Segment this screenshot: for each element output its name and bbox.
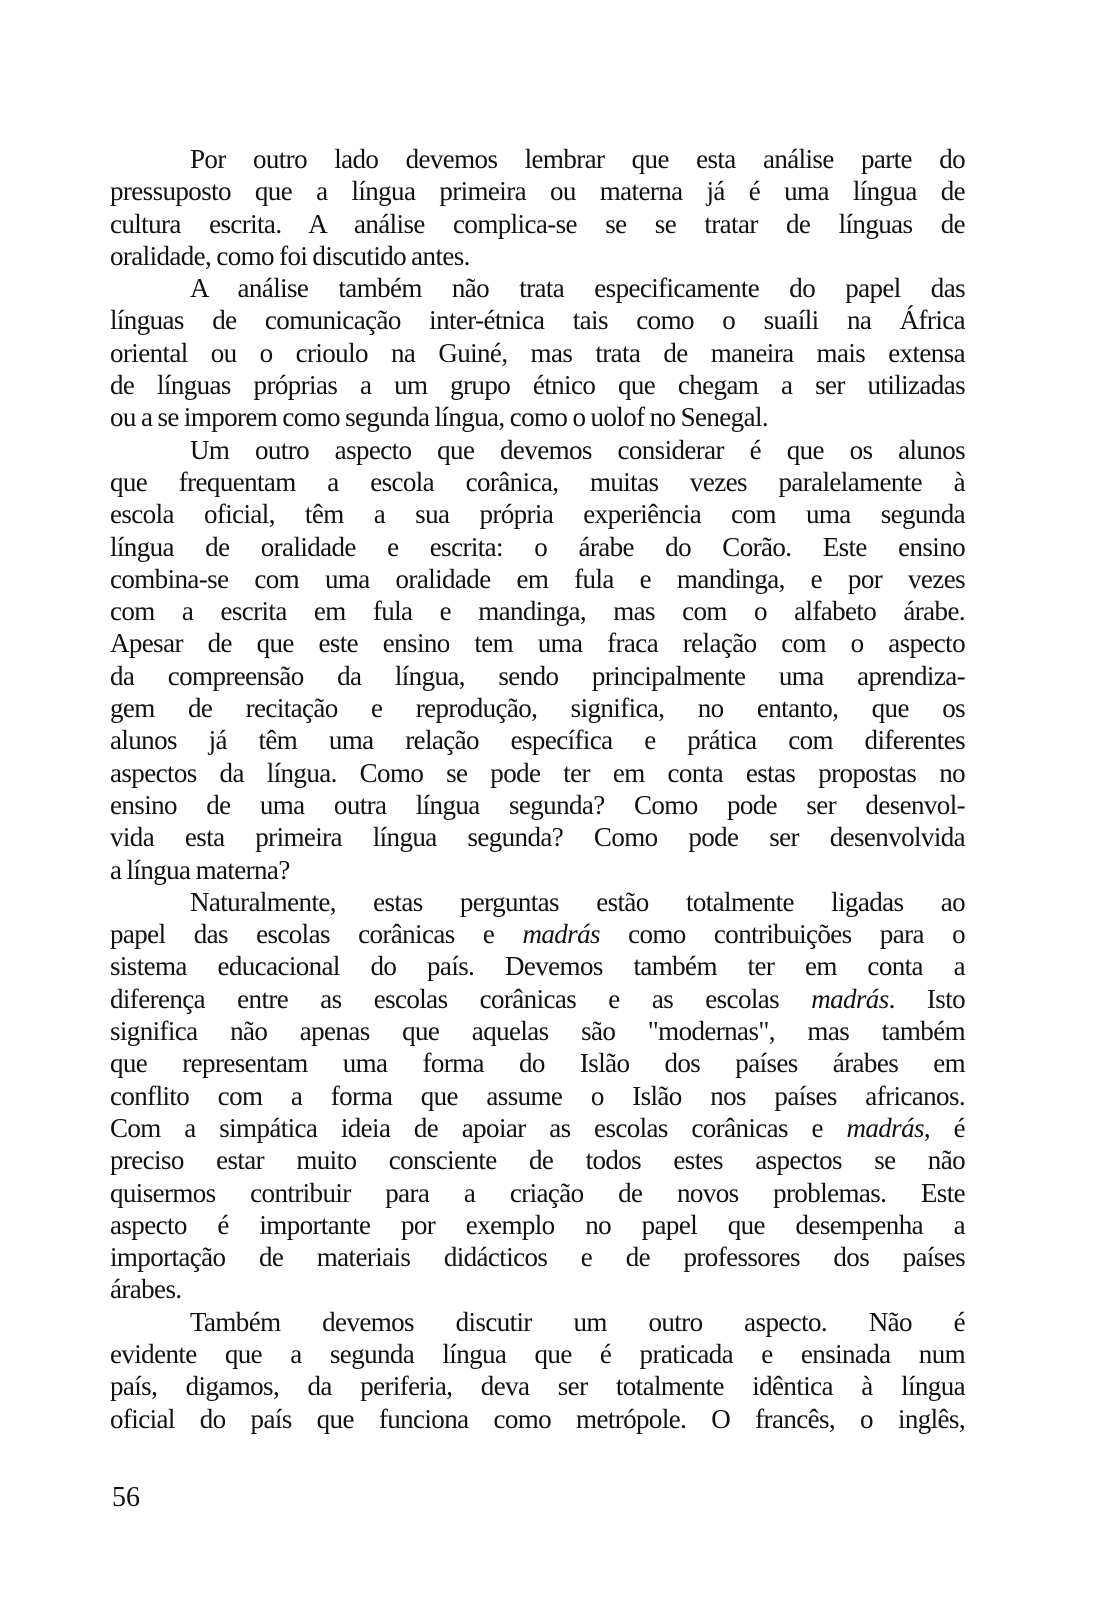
text-line [110, 627, 965, 659]
text-segment: . Isto [888, 983, 966, 1014]
text-segment: sistema educacional do país. Devemos também ter em conta a [110, 951, 965, 982]
text-line [110, 1144, 965, 1176]
text-segment: aspectos da língua. Como se pode ter em conta estas propostas no [110, 757, 965, 788]
text-segment: país, digamos, da periferia, deva ser totalmente idêntica à língua [110, 1371, 965, 1402]
text-line [110, 1306, 965, 1338]
text-segment: Um outro aspecto que devemos considerar é que os alunos [190, 434, 965, 465]
body-text [110, 143, 965, 1435]
text-segment: evidente que a segunda língua que é praticada e ensinada num [110, 1338, 965, 1369]
text-line [110, 821, 965, 853]
text-line [110, 950, 965, 982]
text-segment: com a escrita em fula e mandinga, mas com o alfabeto árabe. [110, 596, 965, 627]
text-segment: combina-se com uma oralidade em fula e mandinga, e por vezes [110, 563, 965, 594]
text-line [110, 1209, 965, 1241]
text-segment: gem de recitação e reprodução, significa, no entanto, que os [110, 693, 965, 724]
text-segment: oralidade, como foi discutido antes. [110, 240, 470, 271]
text-line [110, 337, 965, 369]
text-segment: A análise também não trata especificamente do papel das [190, 273, 965, 304]
text-line [110, 272, 965, 304]
text-segment: ensino de uma outra língua segunda? Como pode ser desenvol- [110, 789, 965, 820]
text-segment: escola oficial, têm a sua própria experiência com uma segunda [110, 499, 965, 530]
text-segment: que frequentam a escola corânica, muitas vezes paralelamente à [110, 466, 965, 497]
text-line [110, 240, 965, 272]
text-line [110, 789, 965, 821]
text-segment: aspecto é importante por exemplo no papel que desempenha a [110, 1209, 965, 1240]
text-segment: , é [923, 1112, 965, 1143]
text-segment: como contribuições para o [599, 919, 965, 950]
text-segment: papel das escolas corânicas e [110, 919, 523, 950]
text-segment: diferença entre as escolas corânicas e as escolas [110, 983, 812, 1014]
text-segment: oriental ou o crioulo na Guiné, mas trata de maneira mais extensa [110, 337, 965, 368]
text-segment: Também devemos discutir um outro aspecto. Não é [190, 1306, 965, 1337]
italic-term: madrás [846, 1112, 924, 1143]
text-line [110, 1112, 965, 1144]
text-line [110, 498, 965, 530]
text-segment: pressuposto que a língua primeira ou materna já é uma língua de [110, 176, 965, 207]
text-line [110, 531, 965, 563]
text-segment: significa não apenas que aquelas são "modernas", mas também [110, 1016, 965, 1047]
text-line [110, 1015, 965, 1047]
text-line [110, 1338, 965, 1370]
text-line [110, 757, 965, 789]
text-line [110, 1370, 965, 1402]
text-line [110, 1047, 965, 1079]
text-line [110, 143, 965, 175]
text-line [110, 595, 965, 627]
text-line [110, 660, 965, 692]
text-line [110, 208, 965, 240]
text-segment: Por outro lado devemos lembrar que esta análise parte do [190, 144, 965, 174]
text-segment: alunos já têm uma relação específica e prática com diferentes [110, 725, 965, 756]
text-segment: oficial do país que funciona como metrópole. O francês, o inglês, [110, 1403, 965, 1434]
text-segment: ou a se imporem como segunda língua, como o uolof no Senegal. [110, 402, 768, 433]
text-segment: Com a simpática ideia de apoiar as escolas corânicas e [110, 1112, 847, 1143]
text-segment: árabes. [110, 1274, 182, 1305]
text-segment: que representam uma forma do Islão dos países árabes em [110, 1048, 965, 1079]
text-line [110, 854, 965, 886]
text-line [110, 563, 965, 595]
text-line [110, 1080, 965, 1112]
text-segment: da compreensão da língua, sendo principalmente uma aprendiza- [110, 660, 965, 691]
text-segment: língua de oralidade e escrita: o árabe do Corão. Este ensino [110, 531, 965, 562]
text-line [110, 304, 965, 336]
text-line [110, 1403, 965, 1435]
text-segment: importação de materiais didácticos e de professores dos países [110, 1242, 965, 1273]
text-line [110, 983, 965, 1015]
text-segment: de línguas próprias a um grupo étnico que chegam a ser utilizadas [110, 370, 965, 401]
text-segment: cultura escrita. A análise complica-se se se tratar de línguas de [110, 208, 965, 239]
text-line [110, 886, 965, 918]
page-number: 56 [112, 1482, 140, 1513]
text-line [110, 1241, 965, 1273]
text-line [110, 434, 965, 466]
text-line [110, 1273, 965, 1305]
text-segment: Apesar de que este ensino tem uma fraca relação com o aspecto [110, 628, 965, 659]
text-line [110, 175, 965, 207]
text-line [110, 401, 965, 433]
text-segment: quisermos contribuir para a criação de novos problemas. Este [110, 1177, 965, 1208]
text-segment: vida esta primeira língua segunda? Como pode ser desenvolvida [110, 822, 965, 853]
italic-term: madrás [522, 919, 600, 950]
text-segment: conflito com a forma que assume o Islão nos países africanos. [110, 1080, 965, 1111]
text-line [110, 1177, 965, 1209]
text-line [110, 692, 965, 724]
text-line [110, 369, 965, 401]
text-line [110, 918, 965, 950]
text-segment: Naturalmente, estas perguntas estão totalmente ligadas ao [190, 886, 965, 917]
text-line [110, 466, 965, 498]
text-segment: línguas de comunicação inter-étnica tais como o suaíli na África [110, 305, 965, 336]
text-line [110, 724, 965, 756]
text-segment: a língua materna? [110, 854, 290, 885]
text-segment: preciso estar muito consciente de todos estes aspectos se não [110, 1145, 965, 1176]
italic-term: madrás [811, 983, 889, 1014]
